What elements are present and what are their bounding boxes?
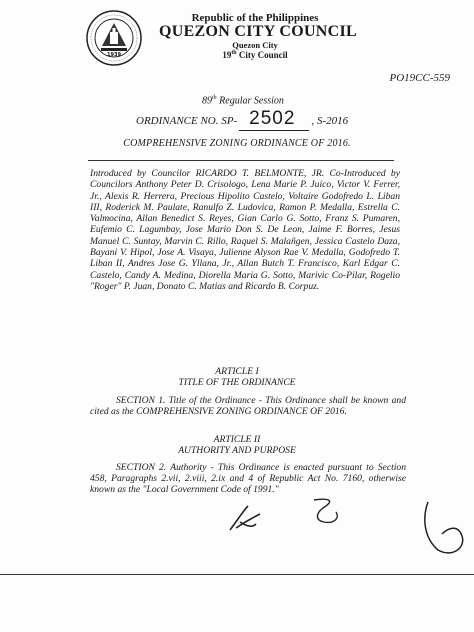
council-name: QUEZON CITY COUNCIL (158, 23, 358, 40)
article-1-heading: ARTICLE I (215, 366, 259, 377)
letterhead (150, 12, 380, 60)
section-2-paragraph: SECTION 2. Authority - This Ordinance is enacted pursuant to Section 458, Paragraphs 2.vii, 2.viii, 2.ix and 4 of Republic Act No. 7160, otherwise known as the "Local Government Code of 1991." (90, 462, 406, 495)
ordinance-series: , S-2016 (311, 115, 349, 127)
article-1-subheading: TITLE OF THE ORDINANCE (178, 377, 296, 388)
bottom-divider (0, 574, 474, 575)
ordinance-label: ORDINANCE NO. SP- (136, 115, 238, 127)
session-line: 89th Regular Session (202, 95, 284, 107)
ordinance-number-line (136, 108, 348, 131)
divider (88, 160, 394, 161)
signature-initial-3 (418, 498, 468, 558)
ordinance-title: COMPREHENSIVE ZONING ORDINANCE OF 2016. (123, 138, 351, 149)
signature-initial-2 (308, 496, 344, 526)
document-code: PO19CC-559 (389, 72, 450, 84)
introducers-paragraph: Introduced by Councilor RICARDO T. BELMONTE, JR. Co-Introduced by Councilors Anthony Peter D. Crisologo, Lena Marie P. Juico, Victor V. Ferrer, Jr., Alexis R. Herrera, Precious Hipolito Castelo, Voltaire Godofredo L. Liban III, Roderick M. Paulate, Ranulfo Z. Ludovica, Ramon P. Medalla, Estrella C. Valmocina, Allan Benedict S. Reyes, Gian Carlo G. Sotto, Franz S. Pumaren, Eufemio C. Lagumbay, Jose Mario Don S. De Leon, Jaime F. Borres, Jesus Manuel C. Suntay, Marvin C. Rillo, Raquel S. Malañgen, Jessica Castelo Daza, Bayani V. Hipol, Jose A. Visaya, Julienne Alyson Rae V. Medalla, Godofredo T. Liban II, Andres Jose G. Yllana, Jr., Allan Butch T. Francisco, Karl Edgar C. Castelo, Candy A. Medina, Diorella Maria G. Sotto, Marivic Co-Pilar, Rogelio "Roger" P. Juan, Donato C. Matias and Ricardo B. Corpuz. (90, 168, 400, 292)
republic-line: Republic of the Philippines (191, 12, 319, 24)
seal-year: 1939 (107, 52, 121, 58)
article-2-subheading: AUTHORITY AND PURPOSE (178, 445, 296, 456)
section-1-paragraph: SECTION 1. Title of the Ordinance - This Ordinance shall be known and cited as the COMPREHENSIVE ZONING ORDINANCE OF 2016. (90, 395, 406, 417)
article-2-heading: ARTICLE II (213, 434, 261, 445)
city-council-number: 19th City Council (222, 50, 288, 60)
ordinance-number: 2502 (239, 108, 309, 131)
city-name: Quezon City (232, 40, 278, 50)
signature-initial-1 (226, 504, 266, 534)
